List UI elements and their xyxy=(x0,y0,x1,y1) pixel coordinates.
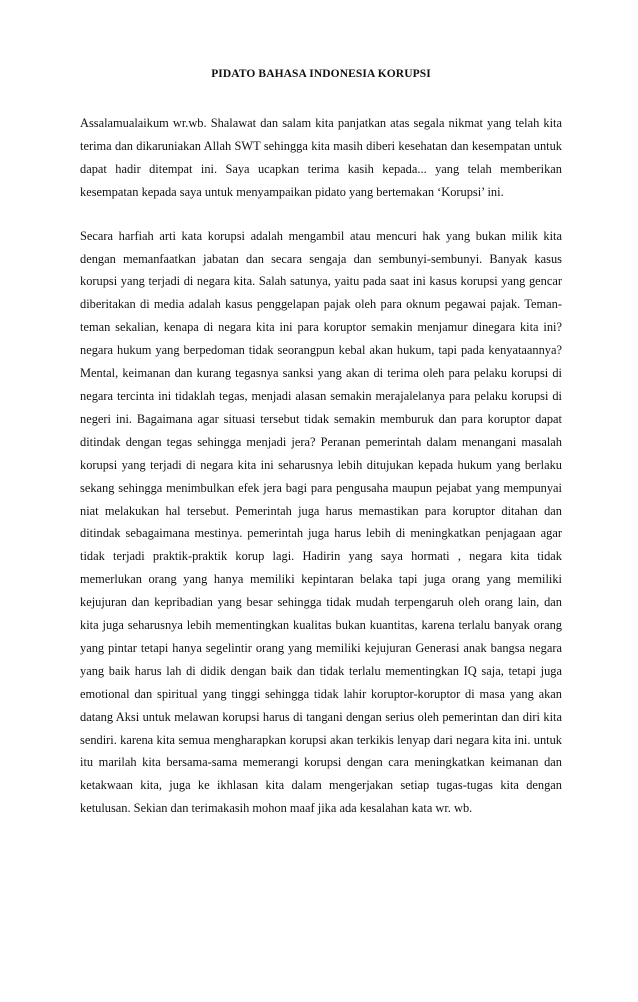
document-title: PIDATO BAHASA INDONESIA KORUPSI xyxy=(211,68,431,80)
paragraph-body: Secara harfiah arti kata korupsi adalah mengambil atau mencuri hak yang bukan milik kita dengan memanfaatkan jabatan dan secara sengaja dan sembunyi-sembunyi. Banyak kasus korupsi yang terjadi di negara kita. Salah satunya, yaitu pada saat ini kasus korupsi yang gencar diberitakan di media adalah kasus penggelapan pajak oleh para oknum pegawai pajak. Teman-teman sekalian, kenapa di negara kita ini para koruptor semakin menjamur dinegara kita ini? negara hukum yang berpedoman tidak seorangpun kebal akan hukum, tapi pada kenyataannya? Mental, keimanan dan kurang tegasnya sanksi yang akan di terima oleh para pelaku korupsi di negara tercinta ini tidaklah tegas, menjadi alasan semakin merajalelanya para pelaku korupsi di negeri ini. Bagaimana agar situasi tersebut tidak semakin memburuk dan para koruptor dapat ditindak dengan tegas sehingga menjadi jera? Peranan pemerintah dalam menangani masalah korupsi yang terjadi di negara kita ini seharusnya lebih ditujukan kepada hukum yang berlaku sekang sehingga menimbulkan efek jera bagi para pengusaha maupun pejabat yang mempunyai niat melakukan hal tersebut. Pemerintah juga harus memastikan para koruptor ditahan dan ditindak sebagaimana mestinya. pemerintah juga harus lebih di meningkatkan penjagaan agar tidak terjadi praktik-praktik korup lagi. Hadirin yang saya hormati , negara kita tidak memerlukan orang yang hanya memiliki kepintaran belaka tapi juga orang yang memiliki kejujuran dan kepribadian yang besar sehingga tidak mudah terpengaruh oleh orang lain, dan kita juga seharusnya lebih mementingkan kualitas bukan kuantitas, karena terlalu banyak orang yang pintar tetapi hanya segelintir orang yang memiliki kejujuran Generasi anak bangsa negara yang baik harus lah di didik dengan baik dan tidak terlalu mementingkan IQ saja, tetapi juga emotional dan spiritual yang tinggi sehingga tidak lahir koruptor-koruptor di masa yang akan datang Aksi untuk melawan korupsi harus di tangani dengan serius oleh pemerintan dan diri kita sendiri. karena kita semua mengharapkan korupsi akan terkikis lenyap dari negara kita ini. untuk itu marilah kita bersama-sama memerangi korupsi dengan cara meningkatkan keimanan dan ketakwaan kita, juga ke ikhlasan kita dalam mengerjakan setiap tugas-tugas kita dengan ketulusan. Sekian dan terimakasih mohon maaf jika ada kesalahan kata wr. wb. xyxy=(80,228,562,816)
paragraph-opening: Assalamualaikum wr.wb. Shalawat dan salam kita panjatkan atas segala nikmat yang telah kita terima dan dikaruniakan Allah SWT sehingga kita masih diberi kesehatan dan kesempatan untuk dapat hadir ditempat ini. Saya ucapkan terima kasih kepada... yang telah memberikan kesempatan kepada saya untuk menyampaikan pidato yang bertemakan ‘Korupsi’ ini. xyxy=(80,116,562,199)
document-page xyxy=(80,64,562,820)
